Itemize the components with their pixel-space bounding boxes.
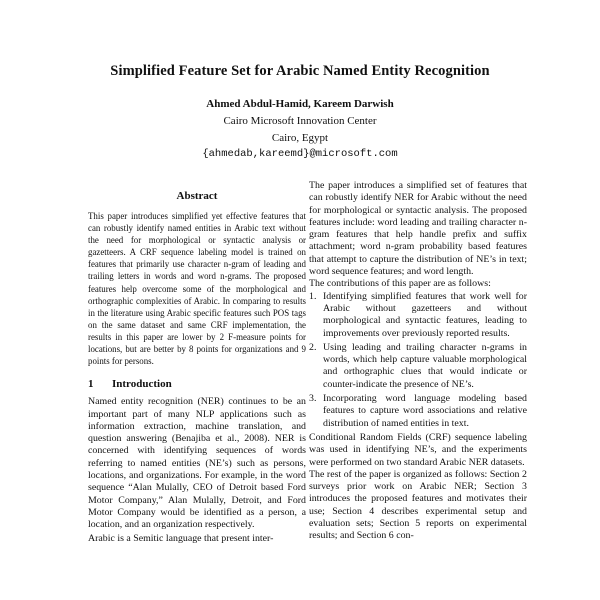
list-item <box>309 291 527 340</box>
right-paragraph-2: Conditional Random Fields (CRF) sequence labeling was used in identifying NE’s, and the experiments were performed on two standard Arabic NER datasets. <box>309 431 527 468</box>
abstract-heading: Abstract <box>176 190 218 202</box>
right-paragraph-1: The paper introduces a simplified set of features that can robustly identify NER for Arabic without the need for morphological or syntactic analysis. The proposed features include: word leading and trailing character n-gram features that help handle prefix and suffix attachment; word n-gram probability based features that attempt to capture the distribution of NE’s in text; word sequence features; and word length. <box>309 180 527 278</box>
list-item <box>309 342 527 391</box>
left-column <box>88 190 306 546</box>
section-title: Introduction <box>112 378 172 391</box>
abstract-text: This paper introduces simplified yet effective features that can robustly identify named entities in Arabic text without the need for morphological or syntactic analysis or gazetteers. A CRF sequence labeling model is trained on features that primarily use character n-gram of leading and trailing letters in words and word n-grams. The proposed features help overcome some of the morphological and orthographic complexities of Arabic. In comparing to results in the literature using Arabic specific features such POS tags on the same dataset and same CRF implementation, the results in this paper are lower by 2 F-measure points for locations, but are better by 8 points for organizations and 9 points for persons. <box>88 211 306 367</box>
list-item-text: Using leading and trailing character n-grams in words, which help capture valuable morphological and orthographic clues that would indicate or counter-indicate the presence of NE’s. <box>323 341 527 390</box>
intro-paragraph-2: Arabic is a Semitic language that present inter- <box>88 533 274 545</box>
contributions-list <box>309 291 527 430</box>
affiliation-location: Cairo, Egypt <box>271 132 329 144</box>
contributions-intro: The contributions of this paper are as follows: <box>309 278 491 290</box>
right-paragraph-3: The rest of the paper is organized as follows: Section 2 surveys prior work on Arabic NER; Section 3 introduces the proposed features and motivates their use; Section 4 describes experimental setup and evaluation sets; Section 5 reports on experimental results; and Section 6 con- <box>309 468 527 542</box>
author-email: {ahmedab,kareemd}@microsoft.com <box>202 148 398 160</box>
affiliation-institution: Cairo Microsoft Innovation Center <box>223 115 377 127</box>
intro-paragraph-1: Named entity recognition (NER) continues to be an important part of many NLP applications such as information extraction, machine translation, and question answering (Benajiba et al., 2008). NER is concerned with identifying sequences of words referring to named entities (NE’s) such as persons, locations, and organizations. For example, in the word sequence “Alan Mulally, CEO of Detroit based Ford Motor Company,” Alan Mulally, Detroit, and Ford Motor Company would be identified as a person, a location, and an organization respectively. <box>88 396 306 531</box>
section-heading-introduction <box>88 378 306 390</box>
list-item-text: Identifying simplified features that work well for Arabic without gazetteers and without morphological and syntactic features, leading to improvements over previously reported results. <box>323 290 527 339</box>
paper-authors: Ahmed Abdul-Hamid, Kareem Darwish <box>206 98 394 110</box>
section-number: 1 <box>88 378 94 391</box>
list-item-number: 3. <box>309 393 317 405</box>
paper-title: Simplified Feature Set for Arabic Named Entity Recognition <box>110 63 490 79</box>
list-item <box>309 393 527 430</box>
list-item-number: 2. <box>309 341 317 353</box>
list-item-number: 1. <box>309 290 317 302</box>
right-column <box>309 180 527 543</box>
list-item-text: Incorporating word language modeling based features to capture word associations and relative distribution of named entities in text. <box>323 393 527 429</box>
